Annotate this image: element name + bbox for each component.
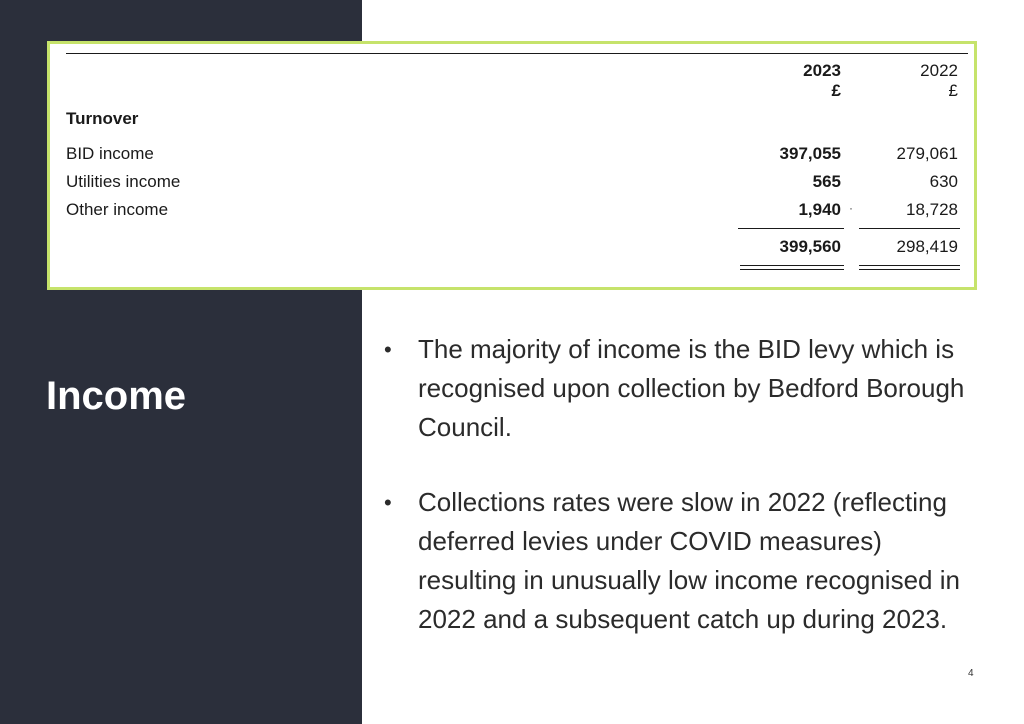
row-label-bid-income: BID income (66, 144, 154, 163)
bullet-marker: • (384, 490, 392, 515)
bullet-text: Collections rates were slow in 2022 (reflecting deferred levies under COVID measures) resulting in unusually low income recognised in 2022 and a subsequent catch up during 2023. (418, 487, 960, 634)
row-value-2023-other-income: 1,940 (798, 200, 841, 219)
bullet-list (380, 330, 980, 639)
row-label-utilities-income: Utilities income (66, 172, 181, 191)
total-double-rule-2022-top (859, 265, 960, 266)
total-double-rule-2022-bottom (859, 269, 960, 270)
bullet-marker: • (384, 337, 392, 362)
total-value-2022: 298,419 (896, 237, 958, 256)
column-header-2023-currency: £ (831, 81, 841, 100)
row-value-2023-utilities-income: 565 (812, 172, 841, 191)
financial-table-card (47, 41, 977, 290)
table-top-rule (66, 53, 968, 54)
slide-title: Income (46, 374, 187, 418)
page-number: 4 (968, 668, 974, 679)
subtotal-rule-2022 (859, 228, 960, 229)
subtotal-rule-2023 (738, 228, 844, 229)
row-value-2022-other-income: 18,728 (906, 200, 958, 219)
row-value-2022-utilities-income: 630 (929, 172, 958, 191)
bullet-item (380, 330, 980, 447)
bullet-text: The majority of income is the BID levy which is recognised upon collection by Bedford Borough Council. (418, 334, 965, 442)
row-label-other-income: Other income (66, 200, 169, 219)
column-header-2023-year: 2023 (803, 61, 841, 80)
total-double-rule-2023-bottom (740, 269, 844, 270)
row-value-2022-bid-income: 279,061 (896, 144, 958, 163)
total-double-rule-2023-top (740, 265, 844, 266)
row-value-2023-bid-income: 397,055 (779, 144, 841, 163)
column-header-2022-year: 2022 (920, 61, 958, 80)
section-heading-turnover: Turnover (66, 109, 139, 128)
total-value-2023: 399,560 (779, 237, 841, 256)
stray-mark: · (849, 201, 853, 215)
column-header-2022-currency: £ (948, 81, 958, 100)
bullet-item (380, 483, 980, 639)
